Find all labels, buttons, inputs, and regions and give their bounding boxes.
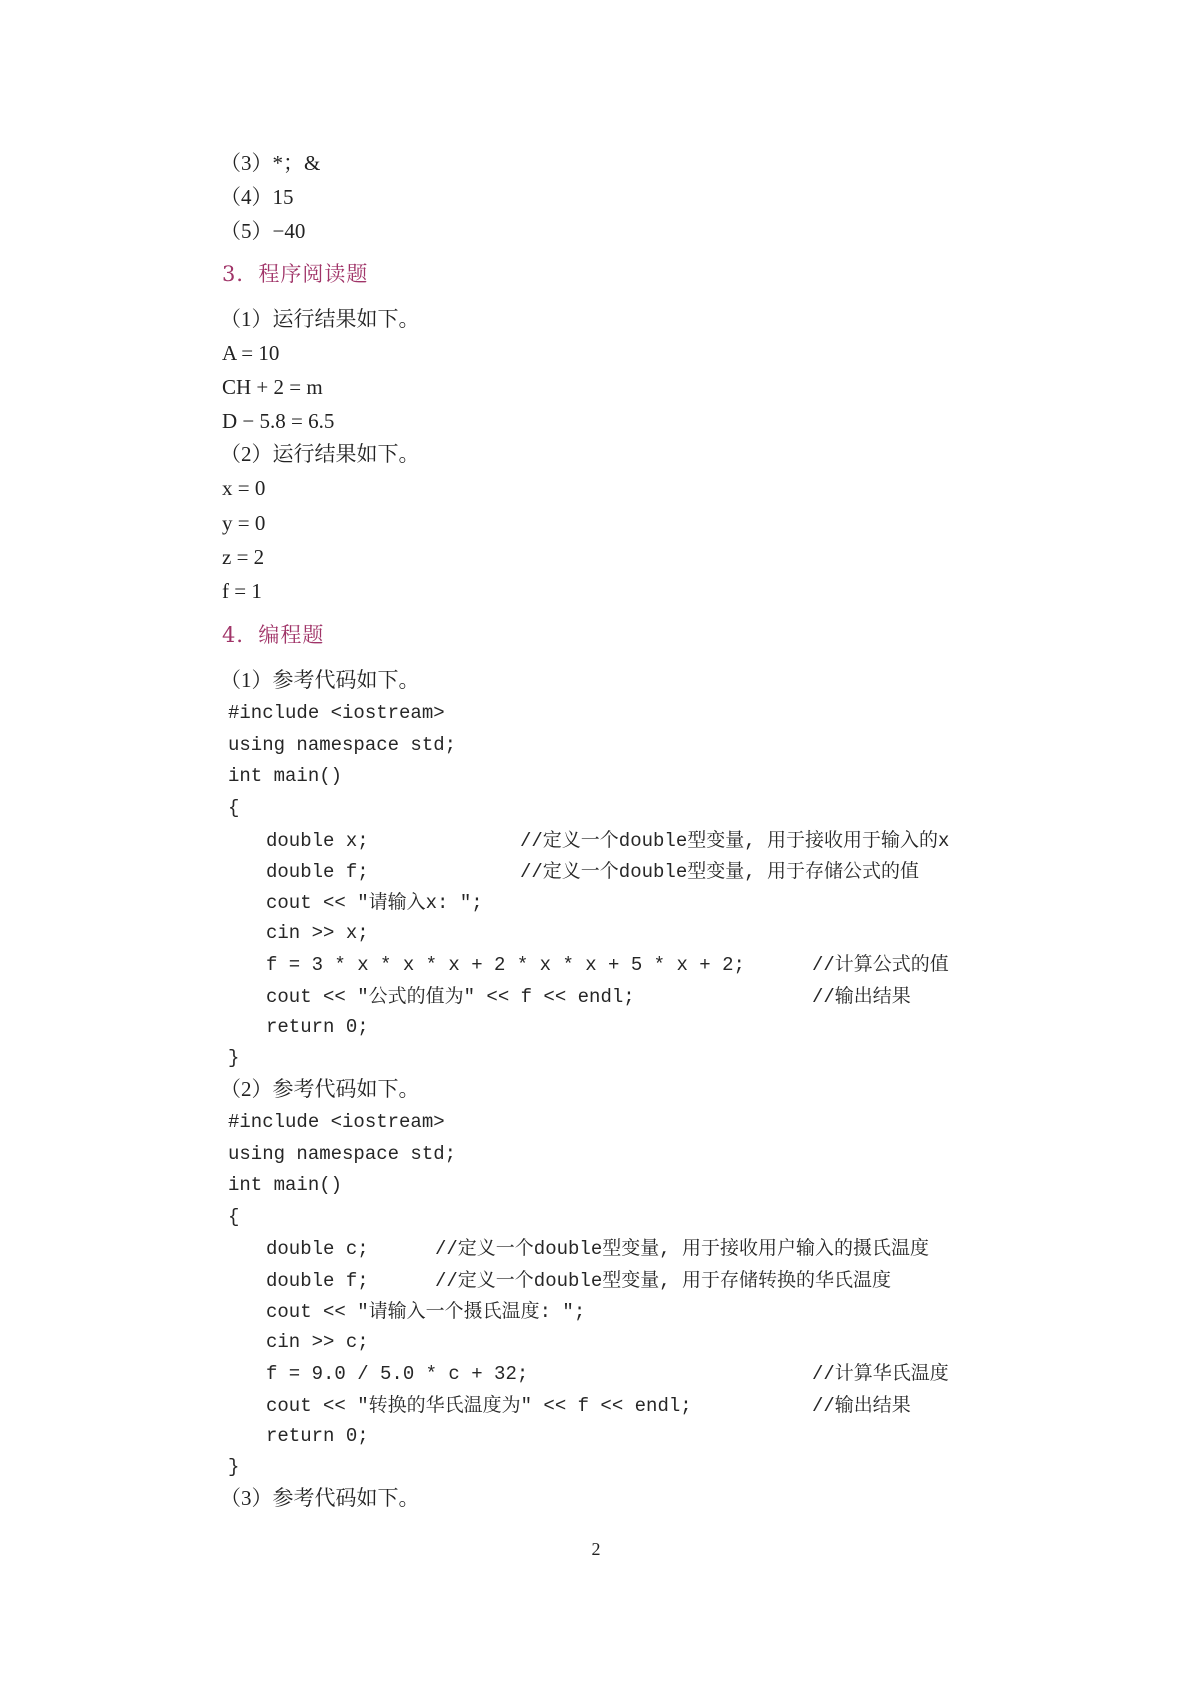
page-number: 2 [591,1539,601,1559]
code-line: cout << "公式的值为" << f << endl; [266,986,635,1008]
code-line: cout << "转换的华氏温度为" << f << endl; [266,1395,692,1417]
answer-4: （4）15 [220,185,294,209]
code-line: double f; [266,1270,369,1292]
output-line: y = 0 [222,511,266,535]
code-line: return 0; [266,1425,369,1447]
q1-intro: （1）运行结果如下。 [220,307,420,331]
code-line: } [228,1047,240,1069]
section-4-heading: 4．编程题 [222,623,325,647]
code-line: #include <iostream> [228,1111,445,1133]
output-line: CH + 2 = m [222,375,323,399]
p1-intro: （1）参考代码如下。 [220,668,420,692]
code-line: double c; [266,1238,369,1260]
output-line: A = 10 [222,341,280,365]
code-comment: //定义一个double型变量, 用于存储公式的值 [520,861,920,883]
code-comment: //计算华氏温度 [812,1363,949,1385]
code-comment: //计算公式的值 [812,954,949,976]
code-comment: //输出结果 [812,986,911,1008]
code-comment: //定义一个double型变量, 用于接收用于输入的x [520,830,950,852]
answer-3: （3）*；& [220,151,321,175]
output-line: f = 1 [222,579,262,603]
output-line: x = 0 [222,476,266,500]
code-line: #include <iostream> [228,702,445,724]
code-line: using namespace std; [228,734,457,756]
code-line: f = 9.0 / 5.0 * c + 32; [266,1363,529,1385]
code-line: cin >> x; [266,922,369,944]
code-line: int main() [228,1174,343,1196]
answer-5: （5）−40 [220,219,306,243]
code-line: cin >> c; [266,1331,369,1353]
code-comment: //输出结果 [812,1395,911,1417]
code-comment: //定义一个double型变量, 用于存储转换的华氏温度 [435,1270,892,1292]
code-line: double f; [266,861,369,883]
p2-intro: （2）参考代码如下。 [220,1077,420,1101]
code-line: using namespace std; [228,1143,457,1165]
code-line: f = 3 * x * x * x + 2 * x * x + 5 * x + 2; [266,954,745,976]
code-line: cout << "请输入一个摄氏温度: "; [266,1301,586,1323]
code-line: cout << "请输入x: "; [266,892,483,914]
code-line: { [228,1206,240,1228]
code-line: { [228,797,240,819]
section-3-heading: 3．程序阅读题 [222,262,369,286]
code-line: } [228,1456,240,1478]
q2-intro: （2）运行结果如下。 [220,442,420,466]
p3-intro: （3）参考代码如下。 [220,1486,420,1510]
code-line: int main() [228,765,343,787]
output-line: z = 2 [222,545,265,569]
code-comment: //定义一个double型变量, 用于接收用户输入的摄氏温度 [435,1238,930,1260]
code-line: double x; [266,830,369,852]
code-line: return 0; [266,1016,369,1038]
output-line: D − 5.8 = 6.5 [222,409,335,433]
